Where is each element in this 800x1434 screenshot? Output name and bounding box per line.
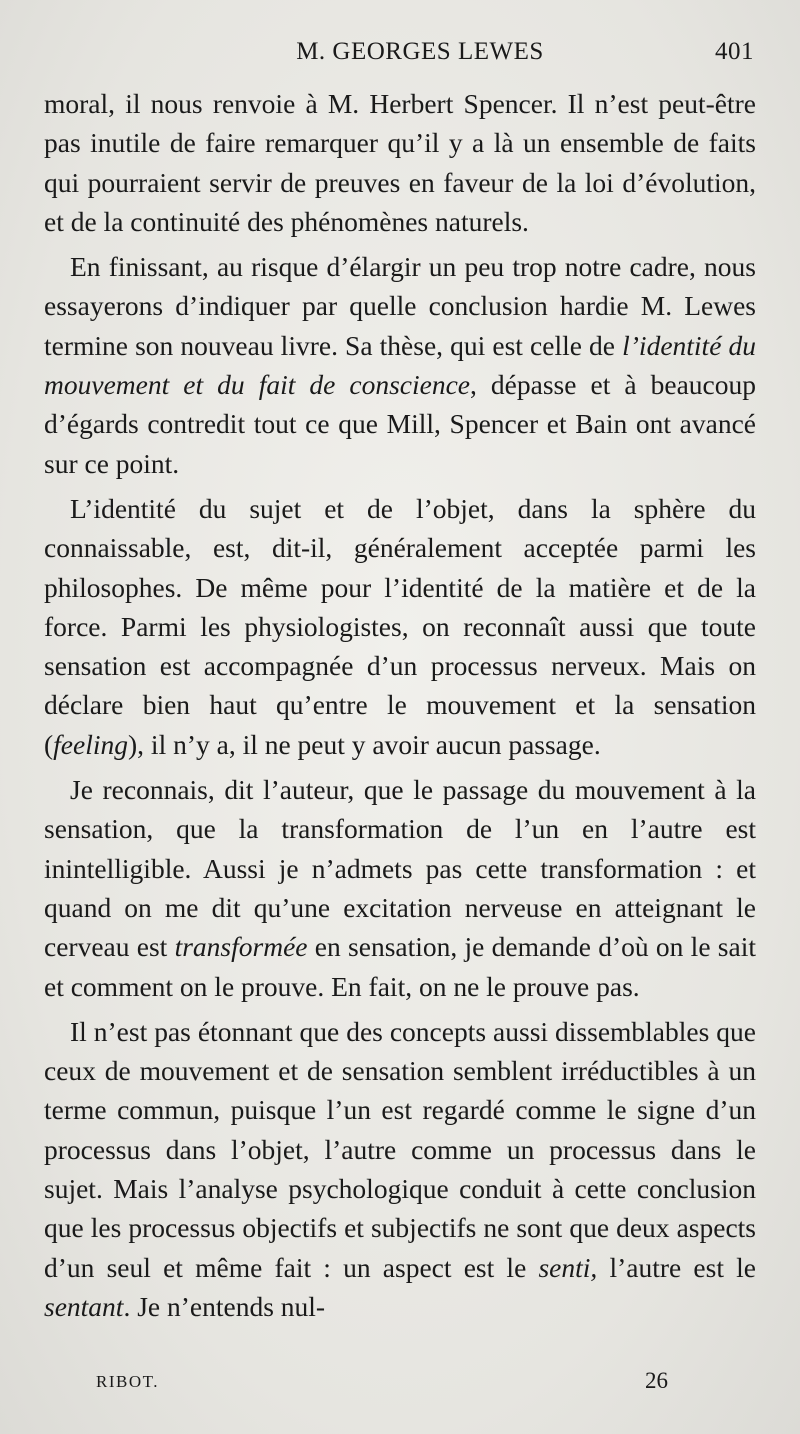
italic-text: senti, [538,1251,598,1283]
text-run: Il n’est pas étonnant que des concepts aussi dissemblables que ceux de mouvement et de sensation semblent irréductibles à un terme commun, puisque l’un est regardé comme le signe d’un processus dans l’objet, l’autre comme un processus dans le sujet. Mais l’analyse psychologique conduit à cette conclusion que les processus objectifs et subjectifs ne sont que deux aspects d’un seul et même fait : un aspect est le [44,1015,756,1283]
italic-text: transformée [174,931,308,963]
paragraph [44,489,756,764]
paragraph [44,247,756,483]
printer-signature: RIBOT. [96,1372,159,1391]
text-run: . Je n’entends nul- [123,1290,326,1322]
body-text [44,84,756,1332]
text-run: Je reconnais, dit l’auteur, que le passage du mouvement à la sensation, que la transformation de l’un en l’autre est inintelligible. Aussi je n’admets pas cette transformation : et quand on me dit qu’une excitation nerveuse en atteignant le cerveau est [44,774,756,963]
sheet-number: 26 [645,1368,668,1393]
paragraph [44,770,756,1006]
paragraph [44,84,756,241]
italic-text: feeling [53,728,129,760]
italic-text: l’identité du mouvement et du fait de conscience [44,329,757,401]
running-title: M. GEORGES LEWES [296,38,544,65]
text-run: , dépasse et à beaucoup d’égards contredit tout ce que Mill, Spencer et Bain ont avancé sur ce point. [44,369,756,479]
text-run: en sensation, je demande d’où on le sait et comment on le prouve. En fait, on ne le prouve pas. [44,931,756,1002]
running-head [46,38,754,74]
text-run: l’autre est le [597,1251,756,1283]
text-run: moral, il nous renvoie à M. Herbert Spencer. Il n’est peut-être pas inutile de faire remarquer qu’il y a là un ensemble de faits qui pourraient servir de preuves en faveur de la loi d’évolution, et de la continuité des phénomènes naturels. [44,88,756,237]
paragraph [44,1012,756,1326]
text-run: En finissant, au risque d’élargir un peu trop notre cadre, nous essayerons d’indiquer par quelle conclusion hardie M. Lewes termine son nouveau livre. Sa thèse, qui est celle de [44,251,756,361]
italic-text: sentant [44,1290,124,1322]
text-run: ), il n’y a, il ne peut y avoir aucun passage. [128,728,601,760]
page-number: 401 [715,38,754,65]
text-run: L’identité du sujet et de l’objet, dans la sphère du connaissable, est, dit-il, généralement acceptée parmi les philosophes. De même pour l’identité de la matière et de la force. Parmi les physiologistes, on reconnaît aussi que toute sensation est accompagnée d’un processus nerveux. Mais on déclare bien haut qu’entre le mouvement et la sensation ( [44,492,756,760]
